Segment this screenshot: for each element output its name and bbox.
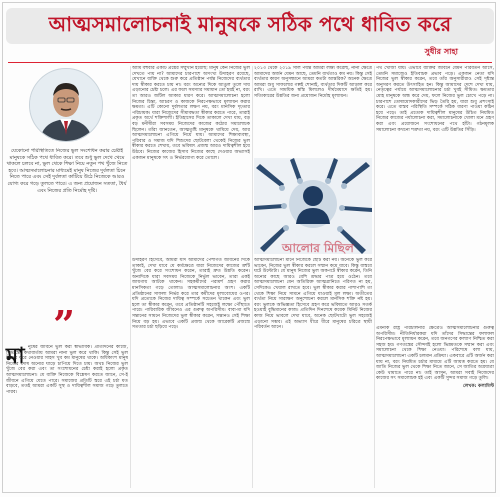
quote-mark-icon: ”: [53, 302, 75, 347]
photo-caption-text: যেকোনো পরিস্থিতিতে নিজের ভুল সংশোধন করার চেষ্টাই মানুষকে সঠিক পথে ধাবিত করে। তবে শুধু ভুল দেখে থেমে থাকলে চলবে না, ভুল থেকে শিক্ষা নিয়ে নতুন পথ খুঁজে নিতে হবে। আত্মসমালোচনার মাধ্যমেই মানুষ নিজের দুর্বলতা চিনে নিতে পারে এবং সেই দুর্বলতা কাটিয়ে উঠে নিজেকে আরও যোগ্য করে গড়ে তুলতে পারে। এ জন্য প্রয়োজন সততা, ধৈর্য এবং নিজের প্রতি নির্মোহ দৃষ্টি।: [6, 148, 128, 194]
column-2-bottom: [132, 258, 250, 488]
column-3-text: ২০১৩ থেকে ২০১৯ সাল পর্যন্ত আমরা লক্ষ্য করেছি, নানা ক্ষেত্রে আমাদের অর্জন যেমন আছে, তেমনি ব্যর্থতাও কম নয়। কিন্তু সেই ব্যর্থতার কারণ অনুসন্ধানে আমরা কতটা আন্তরিক? অনেক ক্ষেত্রে আমরা শুধু সাফল্যের গল্পই শোনাই, ব্যর্থতার দিকটি আড়াল করে রাখি। এতে সাময়িক স্বস্তি মিললেও দীর্ঘমেয়াদে ক্ষতিই হয়। সত্যিকারের উন্নতির জন্য প্রয়োজন নির্মোহ মূল্যায়ন।: [254, 66, 372, 99]
column-divider: [252, 66, 253, 488]
author-note: লেখক: কলামিস্ট: [463, 383, 494, 389]
column-divider: [374, 66, 375, 488]
author-portrait-image: [30, 69, 102, 141]
column-2-top: [132, 66, 250, 254]
column-3-bottom: [254, 258, 372, 488]
watermark: আলোর মিছিল: [282, 241, 354, 255]
column-2-text: আমি বহুবার একটি প্রশ্নের সম্মুখীন হয়েছি: মানুষ কেন নিজের ভুল দেখতে পায় না? আমাদের চারপাশে অসংখ্য উদাহরণ রয়েছে, যেখানে ব্যক্তি থেকে শুরু করে প্রতিষ্ঠান পর্যন্ত নিজেদের ব্যর্থতার দায় স্বীকার করতে চায় না। বরং অন্যের দিকে আঙুল তুলে দায় এড়ানোর চেষ্টা চলে। এর ফলে সমস্যার সমাধান তো হয়ই না, বরং তা আরও জটিল আকার ধারণ করে। আত্মসমালোচনা হলো নিজের চিন্তা, আচরণ ও কাজকে নিরপেক্ষভাবে মূল্যায়ন করার ক্ষমতা। এটি কোনো দুর্বলতার লক্ষণ নয়, বরং মানসিক দৃঢ়তার পরিচায়ক। যারা নিজেদের সীমাবদ্ধতা স্বীকার করতে পারে, তারাই প্রকৃত অর্থে শক্তিশালী। ইতিহাসের দিকে তাকালে দেখা যায়, বড় বড় মনীষীরা সবসময় নিজেদের কাজের কঠোর সমালোচক ছিলেন। তাঁরা জানতেন, আত্মতুষ্টি মানুষকে থামিয়ে দেয়, আর আত্মসমালোচনা এগিয়ে নিয়ে যায়। আমাদের শিক্ষাব্যবস্থা, পরিবার ও সমাজ যদি শিশুদের ছোটবেলা থেকেই নিজের ভুল স্বীকার করতে শেখায়, তবে ভবিষ্যৎ প্রজন্ম আরও দায়িত্বশীল হয়ে উঠবে। নিজের কাজের হিসাব নিজের কাছে দেওয়ার অভ্যাসই একজন মানুষকে সৎ ও নির্ভরযোগ্য করে তোলে।: [132, 66, 250, 161]
column-4-bottom: [376, 326, 494, 488]
author-photo: [29, 68, 103, 142]
photo-caption: [6, 148, 128, 298]
byline: সুধীর সাহা: [424, 47, 458, 56]
headline-rule: [8, 62, 492, 63]
column-3-top: [254, 66, 372, 156]
column-divider: [130, 66, 131, 488]
column-1-text: নুষের জীবনে ভুল করা স্বাভাবিক। প্রতিদিনের কাজে, সিদ্ধান্তে, কথাবার্তায় আমরা নানা ভুল করে থাকি। কিন্তু সেই ভুল স্বীকার করে নেওয়ার সাহস খুব কম মানুষের থাকে। অধিকাংশ মানুষ নিজের দোষ অন্যের ঘাড়ে চাপিয়ে দিতে চায়। অথচ নিজের ভুল খুঁজে বের করা এবং তা সংশোধনের চেষ্টা করাই হলো প্রকৃত আত্মসমালোচনা। যে ব্যক্তি নিজেকে বিশ্লেষণ করতে জানে, সে-ই জীবনে এগিয়ে যেতে পারে। সমাজের প্রতিটি স্তরে এই চর্চা যত বাড়বে, ততই আমরা একটি সুস্থ ও দায়িত্বশীল সমাজ গড়ে তুলতে পারব।: [6, 345, 128, 395]
column-4-top: [376, 66, 494, 324]
column-2b-text: উদাহরণ হিসেবে, আমরা যদি আমাদের পেশাগত জীবনের দিকে তাকাই, দেখা যাবে যে কর্মক্ষেত্রে যারা নিজেদের কাজের ত্রুটি খুঁজে বের করে সংশোধন করেন, তারাই দ্রুত উন্নতি করেন। অন্যদিকে যারা সবসময় নিজেকে নির্ভুল ভাবেন, তারা একই জায়গায় আটকে থাকেন। সহকর্মীদের পরামর্শ গ্রহণ করার মানসিকতা গড়ে তোলাও আত্মসমালোচনার অংশ। একটি প্রতিষ্ঠানের সাফল্য নির্ভর করে তার কর্মীদের মূল্যবোধের ওপর। যদি প্রত্যেকে নিজের দায়িত্ব সম্পর্কে সচেতন থাকেন এবং ভুল হলে তা স্বীকার করেন, তবে প্রতিষ্ঠানটি সহজেই লক্ষ্যে পৌঁছাতে পারে। পারিবারিক জীবনেও এর গুরুত্ব অপরিসীম। বাবা-মা যদি সন্তানের সামনে নিজেদের ভুল স্বীকার করেন, সন্তানও সেই শিক্ষা নিয়ে বড় হয়। এভাবে একটি প্রজন্ম থেকে আরেকটি প্রজন্মে সততার চর্চা ছড়িয়ে পড়ে।: [132, 258, 250, 331]
dropcap: মা: [6, 343, 25, 369]
column-3b-text: আত্মসমালোচনা মানে নিজেকে ছোট করা নয়। অনেকে ভুল করে ভাবেন, নিজের ভুল স্বীকার করলে সম্মান কমে যাবে। কিন্তু বাস্তবে ঘটে উল্টোটা। যে মানুষ নিজের ভুল অকপটে স্বীকার করেন, তিনি অন্যের কাছে আরও বেশি শ্রদ্ধার পাত্র হয়ে ওঠেন। তবে আত্মসমালোচনা যেন অতিরিক্ত আত্মগ্লানিতে পরিণত না হয়, সেদিকেও খেয়াল রাখতে হবে। ভুল স্বীকার করার পাশাপাশি তা থেকে শিক্ষা নিয়ে সামনে এগিয়ে যাওয়াই মূল লক্ষ্য। অতীতের ব্যর্থতা নিয়ে সারাক্ষণ অনুশোচনা করলে মানসিক শক্তি নষ্ট হয়। বরং ভুলকে অভিজ্ঞতা হিসেবে গ্রহণ করে ভবিষ্যতে আরও সতর্ক হওয়াই বুদ্ধিমানের কাজ। প্রতিদিন দিনশেষে কয়েক মিনিট নিজের কাজ নিয়ে ভাবলে দেখা যাবে, অনেক ছোটখাটো ভুল সহজেই এড়ানো সম্ভব। এই অভ্যাস ধীরে ধীরে মানুষের চরিত্রে স্থায়ী পরিবর্তন আনে।: [254, 258, 372, 331]
column-4b-text: এমনকি রাষ্ট্র পরিচালনার ক্ষেত্রেও আত্মসমালোচনার গুরুত্ব অপরিসীম। নীতিনির্ধারকরা যদি তাঁদের সিদ্ধান্তের ফলাফল নিরপেক্ষভাবে মূল্যায়ন করেন, তবে জনগণের কল্যাণ নিশ্চিত করা সহজ হয়। গণতন্ত্রের সৌন্দর্যই হলো ভিন্নমতকে সম্মান করা এবং সমালোচনা থেকে শিক্ষা নেওয়া। পরিশেষে বলা যায়, আত্মসমালোচনা একটি চলমান প্রক্রিয়া। একবারে এটি অর্জন করা যায় না, বরং নিয়মিত চর্চার মাধ্যমে এটি আয়ত্ত করতে হয়। যে জাতি নিজের ভুল থেকে শিক্ষা নিতে জানে, সে জাতির অগ্রযাত্রা কেউ থামাতে পারে না। তাই আসুন, আমরা সবাই নিজেদের কাজের সৎ সমালোচক হই এবং একটি সুন্দর সমাজ গড়ে তুলি।: [376, 326, 494, 382]
column-4-text: পথ খোঁজা যায়। এভাবে ব্যক্তির জীবনে যেমন পরিবর্তন আসে, তেমনি সমাজেও ইতিবাচক প্রভাব পড়ে। একজন নেতা যদি নিজের ভুল স্বীকার করেন, তবে তাঁর অনুসারীরাও সেই দৃষ্টান্ত অনুসরণ করতে উৎসাহিত হন। কিন্তু আমাদের দেশে দেখা যায়, নেতৃত্বের পর্যায়ে আত্মসমালোচনার চর্চা খুবই সীমিত। ক্ষমতার মোহ মানুষকে অন্ধ করে দেয়, ফলে নিজের ভুল চোখে পড়ে না। চারপাশে তোষামোদকারীদের ভিড় তৈরি হয়, যারা শুধু প্রশংসাই করে। এতে বাস্তব পরিস্থিতি সম্পর্কে সঠিক ধারণা পাওয়া কঠিন হয়ে পড়ে। তাই প্রত্যেক দায়িত্বশীল মানুষের উচিত নিয়মিত নিজের কাজের পর্যালোচনা করা, সমালোচনাকে খোলা মনে গ্রহণ করা এবং প্রয়োজনে সংশোধনের পথে হাঁটা। গঠনমূলক সমালোচনা কখনো শত্রুতা নয়, বরং এটি উন্নতির সিঁড়ি।: [376, 66, 494, 133]
headline: আত্মসমালোচনাই মানুষকে সঠিক পথে ধাবিত করে: [6, 8, 494, 44]
column-1-body: [6, 345, 128, 485]
